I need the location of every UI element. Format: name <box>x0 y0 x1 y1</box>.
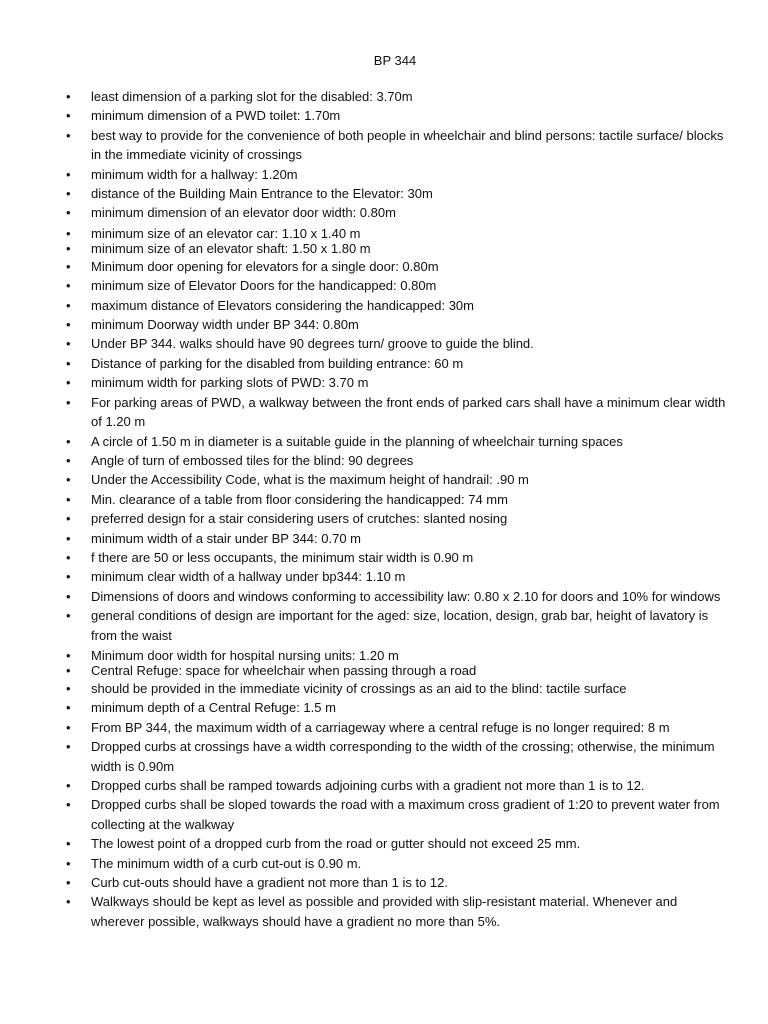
bullet-icon: • <box>66 452 71 468</box>
bullet-icon: • <box>66 875 71 891</box>
list-item <box>62 106 728 125</box>
list-item-text: preferred design for a stair considering users of crutches: slanted nosing <box>91 511 508 527</box>
bullet-icon: • <box>66 855 71 871</box>
list-item <box>62 373 728 392</box>
list-item-text: should be provided in the immediate vicinity of crossings as an aid to the blind: tactile surface <box>91 680 627 696</box>
list-item <box>62 649 728 663</box>
bullet-icon: • <box>66 647 71 663</box>
list-item-text: distance of the Building Main Entrance to the Elevator: 30m <box>91 186 433 202</box>
bullet-icon: • <box>66 225 71 241</box>
bullet-icon: • <box>66 240 71 256</box>
bullet-icon: • <box>66 394 71 410</box>
bullet-icon: • <box>66 297 71 313</box>
bullet-icon: • <box>66 797 71 813</box>
list-item <box>62 587 728 606</box>
bullet-icon: • <box>66 317 71 333</box>
bullet-icon: • <box>66 166 71 182</box>
bullet-icon: • <box>66 433 71 449</box>
list-item <box>62 567 728 586</box>
list-item-text: minimum size of an elevator shaft: 1.50 x 1.80 m <box>91 240 371 256</box>
bullet-icon: • <box>66 719 71 735</box>
bullet-icon: • <box>66 205 71 221</box>
bullet-icon: • <box>66 680 71 696</box>
list-item <box>62 257 728 276</box>
list-item <box>62 606 728 645</box>
list-item-text: minimum size of an elevator car: 1.10 x 1.40 m <box>91 225 361 241</box>
list-item <box>62 718 728 737</box>
list-item-text: Dropped curbs at crossings have a width corresponding to the width of the crossing; otherwise, the minimum width is 0.90m <box>91 739 715 774</box>
list-item-text: Minimum door opening for elevators for a single door: 0.80m <box>91 258 439 274</box>
list-item-text: Distance of parking for the disabled from building entrance: 60 m <box>91 355 464 371</box>
list-item <box>62 529 728 548</box>
list-item <box>62 548 728 567</box>
list-item <box>62 795 728 834</box>
list-item-text: minimum clear width of a hallway under bp344: 1.10 m <box>91 569 406 585</box>
list-item <box>62 87 728 106</box>
list-item-text: Central Refuge: space for wheelchair when passing through a road <box>91 662 477 678</box>
bullet-icon: • <box>66 836 71 852</box>
list-item-text: Walkways should be kept as level as possible and provided with slip-resistant material. Whenever and wherever possible, walkways should have a gradient no more than 5%. <box>91 894 678 929</box>
bullet-icon: • <box>66 739 71 755</box>
bullet-icon: • <box>66 127 71 143</box>
list-item-text: maximum distance of Elevators considering the handicapped: 30m <box>91 297 474 313</box>
bullet-icon: • <box>66 472 71 488</box>
bullet-icon: • <box>66 108 71 124</box>
list-item-text: f there are 50 or less occupants, the minimum stair width is 0.90 m <box>91 549 474 565</box>
list-item <box>62 334 728 353</box>
list-item <box>62 776 728 795</box>
list-item <box>62 203 728 222</box>
list-item <box>62 698 728 717</box>
list-item <box>62 296 728 315</box>
list-item-text: minimum width for parking slots of PWD: 3.70 m <box>91 375 369 391</box>
list-item <box>62 664 728 678</box>
list-item-text: least dimension of a parking slot for the disabled: 3.70m <box>91 89 413 104</box>
list-item-text: minimum width for a hallway: 1.20m <box>91 166 298 182</box>
list-item-text: Dimensions of doors and windows conforming to accessibility law: 0.80 x 2.10 for doors and 10% for windows <box>91 588 721 604</box>
list-item-text: minimum dimension of an elevator door width: 0.80m <box>91 205 396 221</box>
list-item <box>62 470 728 489</box>
list-item <box>62 126 728 165</box>
list-item <box>62 873 728 892</box>
bullet-icon: • <box>66 588 71 604</box>
list-item-text: The minimum width of a curb cut-out is 0.90 m. <box>91 855 362 871</box>
bullet-icon: • <box>66 700 71 716</box>
bullet-icon: • <box>66 336 71 352</box>
bullet-list <box>62 87 728 931</box>
list-item-text: Curb cut-outs should have a gradient not more than 1 is to 12. <box>91 875 448 891</box>
bullet-icon: • <box>66 662 71 678</box>
list-item-text: minimum width of a stair under BP 344: 0.70 m <box>91 530 361 546</box>
list-item <box>62 315 728 334</box>
list-item-text: A circle of 1.50 m in diameter is a suitable guide in the planning of wheelchair turning spaces <box>91 433 623 449</box>
list-item <box>62 354 728 373</box>
list-item <box>62 165 728 184</box>
list-item <box>62 509 728 528</box>
list-item-text: Min. clearance of a table from floor considering the handicapped: 74 mm <box>91 491 508 507</box>
list-item <box>62 242 728 256</box>
list-item-text: From BP 344, the maximum width of a carriageway where a central refuge is no longer required: 8 m <box>91 719 670 735</box>
bullet-icon: • <box>66 375 71 391</box>
bullet-icon: • <box>66 258 71 274</box>
list-item <box>62 854 728 873</box>
list-item-text: minimum Doorway width under BP 344: 0.80m <box>91 317 359 333</box>
bullet-icon: • <box>66 186 71 202</box>
list-item-text: The lowest point of a dropped curb from the road or gutter should not exceed 25 mm. <box>91 836 581 852</box>
list-item-text: general conditions of design are important for the aged: size, location, design, grab bar, height of lavatory is from the waist <box>91 608 709 643</box>
bullet-icon: • <box>66 491 71 507</box>
list-item <box>62 451 728 470</box>
page-title: BP 344 <box>373 53 417 68</box>
list-item-text: best way to provide for the convenience of both people in wheelchair and blind persons: tactile surface/ blocks in the immediate vicinity of crossings <box>91 127 724 163</box>
list-item <box>62 737 728 776</box>
list-item-text: Dropped curbs shall be ramped towards adjoining curbs with a gradient not more than 1 is to 12. <box>91 778 645 793</box>
list-item-text: For parking areas of PWD, a walkway between the front ends of parked cars shall have a minimum clear width of 1.20 m <box>91 394 726 430</box>
bullet-icon: • <box>66 89 71 104</box>
list-item-text: minimum dimension of a PWD toilet: 1.70m <box>91 108 341 124</box>
list-item-text: Angle of turn of embossed tiles for the blind: 90 degrees <box>91 452 414 468</box>
list-item <box>62 227 728 241</box>
bullet-icon: • <box>66 608 71 624</box>
list-item <box>62 276 728 295</box>
list-item <box>62 892 728 931</box>
list-item <box>62 490 728 509</box>
list-item-text: Under BP 344. walks should have 90 degrees turn/ groove to guide the blind. <box>91 336 534 352</box>
bullet-icon: • <box>66 278 71 294</box>
bullet-icon: • <box>66 778 71 793</box>
bullet-icon: • <box>66 549 71 565</box>
bullet-icon: • <box>66 569 71 585</box>
bullet-icon: • <box>66 355 71 371</box>
list-item-text: minimum size of Elevator Doors for the handicapped: 0.80m <box>91 278 437 294</box>
list-item-text: Minimum door width for hospital nursing units: 1.20 m <box>91 647 399 663</box>
list-item-text: minimum depth of a Central Refuge: 1.5 m <box>91 700 336 716</box>
bullet-icon: • <box>66 530 71 546</box>
bullet-icon: • <box>66 894 71 910</box>
list-item <box>62 679 728 698</box>
list-item <box>62 184 728 203</box>
list-item <box>62 432 728 451</box>
list-item-text: Under the Accessibility Code, what is the maximum height of handrail: .90 m <box>91 472 529 488</box>
bullet-icon: • <box>66 511 71 527</box>
list-item <box>62 393 728 432</box>
list-item <box>62 834 728 853</box>
list-item-text: Dropped curbs shall be sloped towards the road with a maximum cross gradient of 1:20 to prevent water from collecting at the walkway <box>91 797 720 832</box>
